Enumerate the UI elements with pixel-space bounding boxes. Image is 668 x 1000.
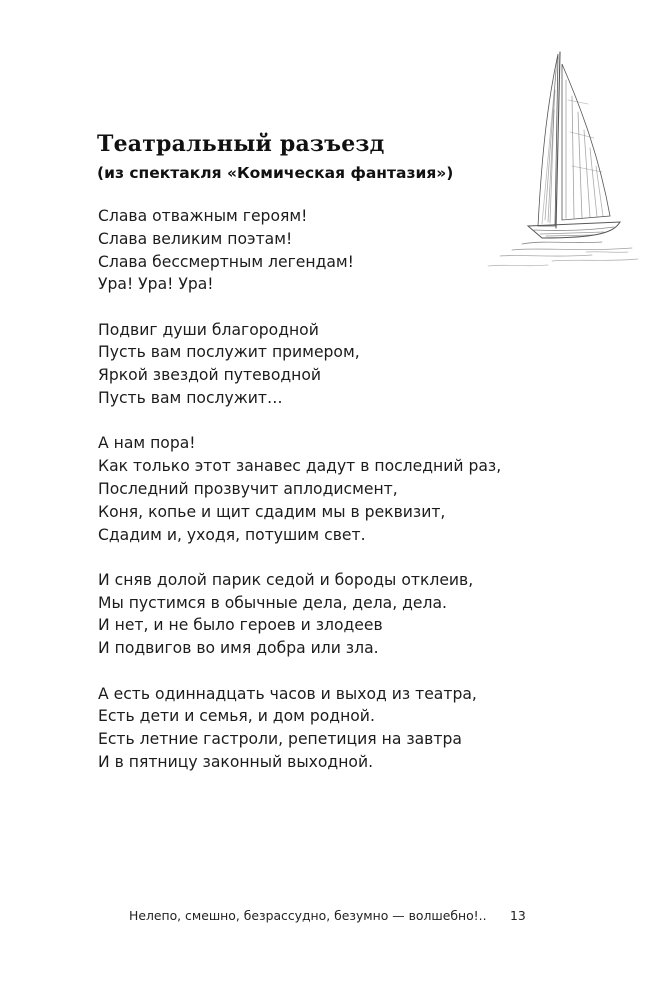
stanza xyxy=(98,205,618,296)
poem-title: Театральный разъезд xyxy=(97,131,385,157)
poem-line: Пусть вам послужит… xyxy=(98,389,283,408)
stanza xyxy=(98,319,618,410)
poem-line: Последний прозвучит аплодисмент, xyxy=(98,479,398,498)
poem-line: И сняв долой парик седой и бороды отклеив, xyxy=(98,570,474,589)
poem-line: Сдадим и, уходя, потушим свет. xyxy=(98,525,366,544)
poem-line: Ура! Ура! Ура! xyxy=(98,275,214,294)
poem-line: И в пятницу законный выходной. xyxy=(98,752,374,771)
poem-line: Слава отважным героям! xyxy=(98,207,308,225)
page-number: 13 xyxy=(510,908,526,923)
poem-line: Есть дети и семья, и дом родной. xyxy=(98,707,375,726)
poem-line: И нет, и не было героев и злодеев xyxy=(98,616,383,635)
poem-line: Подвиг души благородной xyxy=(98,320,319,339)
poem-line: Коня, копье и щит сдадим мы в реквизит, xyxy=(98,502,446,521)
poem-body xyxy=(98,205,618,796)
poem-subtitle: (из спектакля «Комическая фантазия») xyxy=(97,164,454,182)
poem-line: А нам пора! xyxy=(98,434,196,453)
poem-line: Мы пустимся в обычные дела, дела, дела. xyxy=(98,593,447,612)
poem-line: Слава бессмертным легендам! xyxy=(98,252,354,271)
poem-line: Есть летние гастроли, репетиция на завтра xyxy=(98,730,462,749)
poem-line: Яркой звездой путеводной xyxy=(98,366,322,385)
poem-line: А есть одиннадцать часов и выход из театра, xyxy=(98,684,477,703)
poem-line: Слава великим поэтам! xyxy=(98,229,293,248)
stanza xyxy=(98,683,618,774)
poem-line: Пусть вам послужит примером, xyxy=(98,343,360,362)
poem-line: И подвигов во имя добра или зла. xyxy=(98,639,379,658)
poem-line: Как только этот занавес дадут в последний раз, xyxy=(98,457,502,476)
stanza xyxy=(98,569,618,660)
stanza xyxy=(98,432,618,546)
page-footer xyxy=(129,908,529,923)
running-title: Нелепо, смешно, безрассудно, безумно — волшебно!.. xyxy=(129,908,487,923)
